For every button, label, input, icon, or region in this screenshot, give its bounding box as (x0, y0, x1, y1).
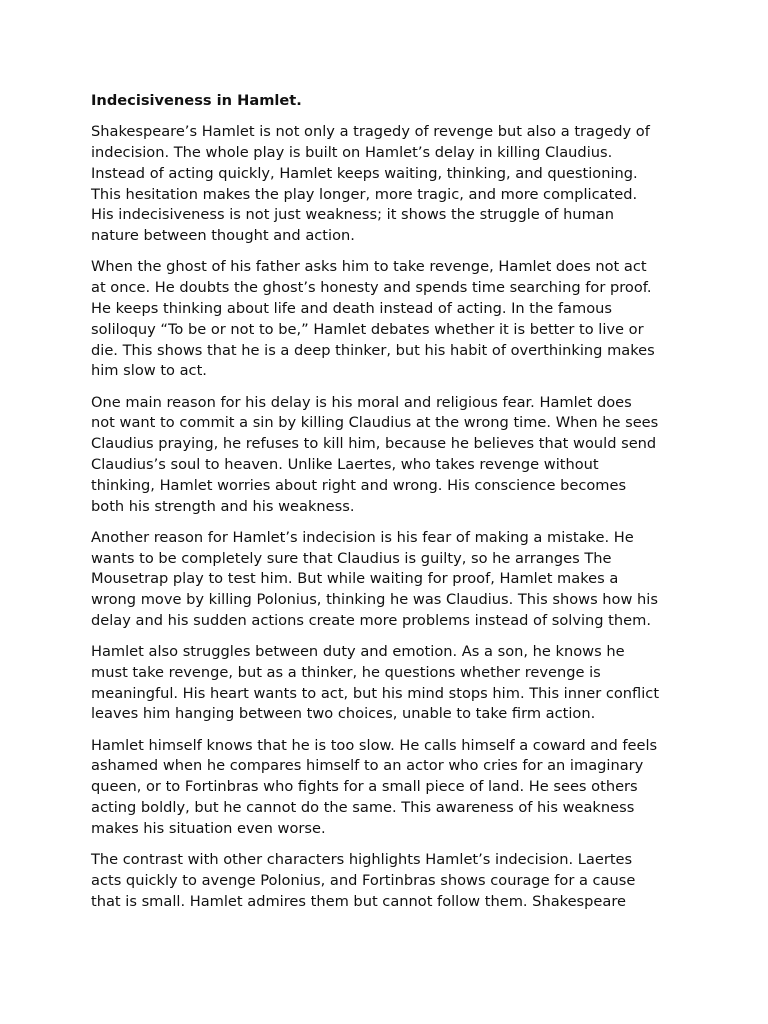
text-line: The contrast with other characters highlights Hamlet’s indecision. Laertes (91, 851, 633, 869)
text-line: This hesitation makes the play longer, more tragic, and more complicated. (91, 185, 638, 203)
text-line: acts quickly to avenge Polonius, and Fortinbras shows courage for a cause (91, 871, 636, 889)
document-title: Indecisiveness in Hamlet. (91, 92, 302, 109)
paragraph-7 (91, 850, 691, 912)
text-line: him slow to act. (91, 362, 207, 380)
text-line: ashamed when he compares himself to an actor who cries for an imaginary (91, 757, 644, 775)
paragraph-6 (91, 736, 691, 840)
paragraph-5 (91, 642, 691, 725)
text-line: queen, or to Fortinbras who fights for a small piece of land. He sees others (91, 778, 638, 796)
text-line: indecision. The whole play is built on Hamlet’s delay in killing Claudius. (91, 143, 613, 161)
text-line: leaves him hanging between two choices, unable to take firm action. (91, 705, 596, 723)
text-line: One main reason for his delay is his moral and religious fear. Hamlet does (91, 393, 632, 411)
text-line: delay and his sudden actions create more problems instead of solving them. (91, 611, 651, 629)
paragraph-1 (91, 122, 691, 247)
text-line: When the ghost of his father asks him to take revenge, Hamlet does not act (91, 258, 647, 276)
text-line: not want to commit a sin by killing Claudius at the wrong time. When he sees (91, 414, 659, 432)
text-line: Hamlet himself knows that he is too slow. He calls himself a coward and feels (91, 736, 658, 754)
text-line: die. This shows that he is a deep thinker, but his habit of overthinking makes (91, 341, 655, 359)
text-line: Another reason for Hamlet’s indecision is his fear of making a mistake. He (91, 528, 634, 546)
text-line: He keeps thinking about life and death instead of acting. In the famous (91, 299, 612, 317)
text-line: Shakespeare’s Hamlet is not only a tragedy of revenge but also a tragedy of (91, 123, 650, 141)
text-line: Claudius’s soul to heaven. Unlike Laertes, who takes revenge without (91, 455, 599, 473)
paragraph-4 (91, 528, 691, 632)
paragraph-2 (91, 257, 691, 382)
text-line: Hamlet also struggles between duty and emotion. As a son, he knows he (91, 643, 625, 661)
text-line: meaningful. His heart wants to act, but his mind stops him. This inner conflict (91, 684, 660, 702)
text-line: Claudius praying, he refuses to kill him, because he believes that would send (91, 435, 657, 453)
text-line: nature between thought and action. (91, 227, 355, 245)
text-line: acting boldly, but he cannot do the same. This awareness of his weakness (91, 799, 635, 817)
document-page (91, 91, 691, 923)
text-line: Instead of acting quickly, Hamlet keeps waiting, thinking, and questioning. (91, 164, 638, 182)
paragraph-3 (91, 393, 691, 518)
text-line: at once. He doubts the ghost’s honesty and spends time searching for proof. (91, 279, 652, 297)
text-line: must take revenge, but as a thinker, he questions whether revenge is (91, 663, 601, 681)
text-line: His indecisiveness is not just weakness; it shows the struggle of human (91, 206, 614, 224)
text-line: Mousetrap play to test him. But while waiting for proof, Hamlet makes a (91, 570, 619, 588)
text-line: that is small. Hamlet admires them but cannot follow them. Shakespeare (91, 892, 626, 910)
text-line: both his strength and his weakness. (91, 497, 355, 515)
text-line: thinking, Hamlet worries about right and wrong. His conscience becomes (91, 476, 627, 494)
text-line: wrong move by killing Polonius, thinking he was Claudius. This shows how his (91, 591, 658, 609)
text-line: makes his situation even worse. (91, 819, 326, 837)
text-line: soliloquy “To be or not to be,” Hamlet debates whether it is better to live or (91, 320, 644, 338)
text-line: wants to be completely sure that Claudius is guilty, so he arranges The (91, 549, 612, 567)
